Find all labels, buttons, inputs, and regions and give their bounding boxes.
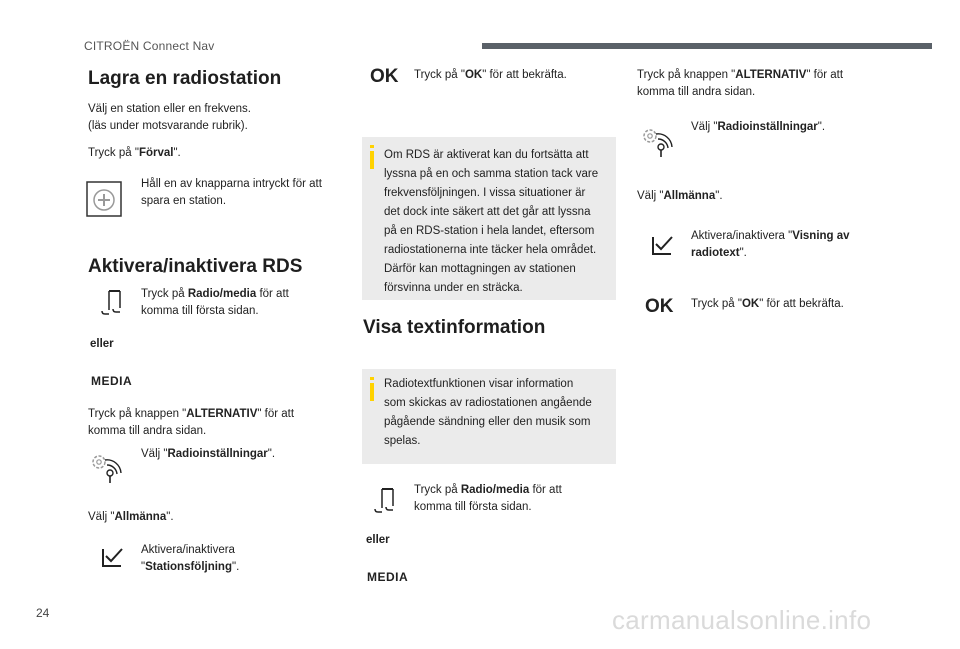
text: " för att: [257, 408, 295, 420]
text: Tryck på ": [88, 147, 139, 159]
text: " för att: [806, 69, 844, 81]
paragraph-alternativ: [88, 406, 294, 440]
info-box-radiotext: [362, 369, 616, 464]
paragraph-radio-media: [141, 286, 289, 320]
info-box-rds: [362, 137, 616, 300]
info-text: [384, 146, 598, 298]
ok-button-label: OK: [370, 66, 399, 87]
text: ".: [817, 121, 826, 133]
paragraph-radioinstallningar: [691, 119, 825, 136]
paragraph-allmanna: [88, 509, 174, 526]
heading-rds: Aktivera/inaktivera RDS: [88, 256, 303, 277]
text: ".: [267, 448, 276, 460]
text-bold: ALTERNATIV: [186, 408, 258, 420]
header-bar: [482, 43, 932, 49]
text-bold: Allmänna: [663, 190, 716, 202]
page-number: 24: [36, 606, 50, 620]
text: Tryck på ": [691, 298, 742, 310]
radio-settings-icon: [90, 452, 124, 484]
music-note-icon: [101, 288, 123, 316]
checkbox-icon: [101, 546, 125, 568]
text-bold: OK: [464, 69, 483, 81]
text: Tryck på knappen ": [88, 408, 187, 420]
text: för att: [529, 484, 562, 496]
text-line: Aktivera/inaktivera: [141, 544, 235, 556]
paragraph-forval: [88, 145, 181, 162]
text-line: pågående sändning eller den musik som: [384, 416, 591, 428]
text: för att: [256, 288, 289, 300]
info-icon: [370, 383, 374, 401]
text-line: det dock inte säkert att det går att lyssna: [384, 206, 591, 218]
paragraph-alternativ: [637, 67, 843, 101]
text-bold: Radioinställningar: [167, 448, 268, 460]
media-button-label: MEDIA: [367, 570, 409, 584]
text-line: frekvensföljningen. I vissa situationer är: [384, 187, 586, 199]
text-line: Om RDS är aktiverat kan du fortsätta att: [384, 149, 589, 161]
radio-settings-icon: [641, 126, 675, 158]
text-bold: Allmänna: [114, 511, 167, 523]
text-line: Därför kan mottagningen av stationen: [384, 263, 576, 275]
text-line: Välj en station eller en frekvens.: [88, 103, 252, 115]
text-bold: Radioinställningar: [717, 121, 818, 133]
text-line: som skickas av radiostationen angående: [384, 397, 592, 409]
text: Tryck på ": [414, 69, 465, 81]
or-label: eller: [90, 338, 114, 350]
or-label: eller: [366, 534, 390, 546]
text-line: på en RDS-station i hela landet, eftersom: [384, 225, 595, 237]
paragraph-visning-radiotext: [691, 228, 850, 262]
text-line: komma till första sidan.: [414, 501, 532, 513]
paragraph-select-station: [88, 101, 251, 135]
text-line: radiostationerna inte täcker hela området.: [384, 244, 597, 256]
media-button-label: MEDIA: [91, 374, 133, 388]
text: Tryck på: [141, 288, 188, 300]
paragraph-allmanna: [637, 188, 723, 205]
text-bold: radiotext: [691, 247, 740, 259]
text: " för att bekräfta.: [759, 298, 844, 310]
text: ".: [231, 561, 240, 573]
text-line: försvinna under en sträcka.: [384, 282, 523, 294]
checkbox-icon: [651, 234, 675, 256]
text-bold: OK: [741, 298, 760, 310]
text: Aktivera/inaktivera ": [691, 230, 793, 242]
text-line: lyssna på en och samma station tack vare: [384, 168, 599, 180]
manual-header: CITROËN Connect Nav: [84, 39, 215, 53]
text-bold: Radio/media: [460, 484, 530, 496]
text: Välj ": [637, 190, 664, 202]
text-bold: Radio/media: [187, 288, 257, 300]
text: ".: [173, 147, 181, 159]
ok-button-label: OK: [645, 296, 674, 317]
music-note-icon: [374, 486, 396, 514]
paragraph-ok: [691, 296, 844, 313]
info-text: [384, 375, 592, 451]
paragraph-hold-button: [141, 176, 322, 210]
text-line: (läs under motsvarande rubrik).: [88, 120, 248, 132]
plus-in-box-icon: [86, 181, 122, 217]
heading-lagra: Lagra en radiostation: [88, 68, 282, 89]
text: Välj ": [141, 448, 168, 460]
text: ".: [739, 247, 747, 259]
text-line: Radiotextfunktionen visar information: [384, 378, 574, 390]
text: ": [141, 561, 146, 573]
paragraph-radioinstallningar: [141, 446, 275, 463]
paragraph-stationsfoljning: [141, 542, 239, 576]
text: ".: [166, 511, 174, 523]
text: Tryck på: [414, 484, 461, 496]
text-line: spelas.: [384, 435, 421, 447]
text-line: komma till andra sidan.: [637, 86, 756, 98]
text-line: komma till första sidan.: [141, 305, 259, 317]
paragraph-radio-media: [414, 482, 562, 516]
text-line: spara en station.: [141, 195, 227, 207]
text-line: komma till andra sidan.: [88, 425, 207, 437]
text: ".: [715, 190, 723, 202]
text-bold: Förval: [138, 147, 174, 159]
text: Välj ": [88, 511, 115, 523]
text-bold: ALTERNATIV: [735, 69, 807, 81]
text-bold: Stationsföljning: [145, 561, 232, 573]
text: Tryck på knappen ": [637, 69, 736, 81]
text-bold: Visning av: [792, 230, 850, 242]
info-icon: [370, 151, 374, 169]
text-line: Håll en av knapparna intryckt för att: [141, 178, 322, 190]
text: " för att bekräfta.: [482, 69, 567, 81]
paragraph-ok: [414, 67, 567, 84]
watermark[interactable]: carmanualsonline.info: [612, 605, 872, 635]
text: Välj ": [691, 121, 718, 133]
heading-textinfo: Visa textinformation: [363, 317, 546, 338]
